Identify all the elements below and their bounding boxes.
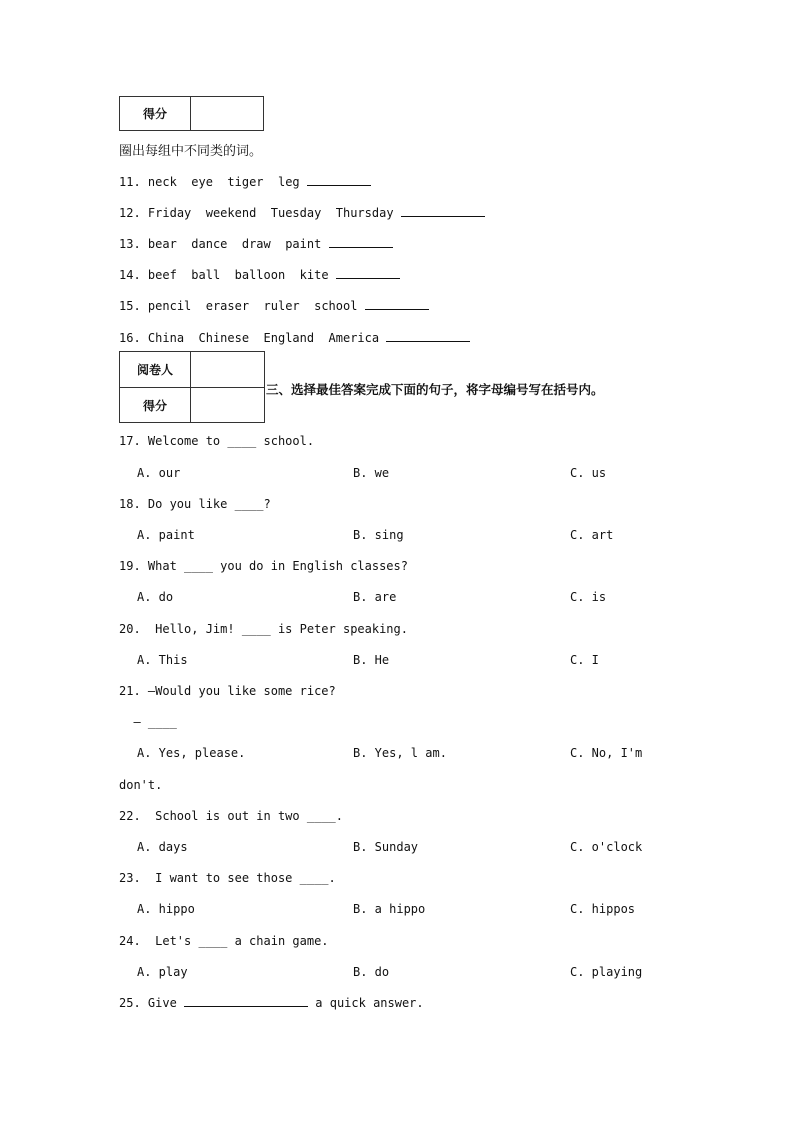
option-a[interactable]: A. paint <box>137 528 195 542</box>
score-entry-cell[interactable] <box>191 388 264 423</box>
question-13 <box>119 236 393 252</box>
word-group: neck eye tiger leg <box>147 175 300 189</box>
question-number: 16. <box>119 331 141 345</box>
word-group: beef ball balloon kite <box>147 268 329 282</box>
option-b[interactable]: B. Yes, l am. <box>353 746 447 760</box>
question-14 <box>119 267 400 283</box>
question-15 <box>119 298 429 314</box>
option-c[interactable]: C. o'clock <box>570 840 643 854</box>
option-b[interactable]: B. a hippo <box>353 902 426 916</box>
option-a[interactable]: A. This <box>137 653 188 667</box>
option-b[interactable]: B. sing <box>353 528 404 542</box>
option-a[interactable]: A. hippo <box>137 902 195 916</box>
question-25 <box>119 995 424 1011</box>
option-c-continued: don't. <box>119 778 163 792</box>
answer-blank[interactable] <box>307 174 371 186</box>
option-c[interactable]: C. I <box>570 653 599 667</box>
answer-blank[interactable] <box>336 267 400 279</box>
question-number: 13. <box>119 237 141 251</box>
option-a[interactable]: A. do <box>137 590 174 604</box>
option-a[interactable]: A. days <box>137 840 188 854</box>
option-b[interactable]: B. do <box>353 965 390 979</box>
option-c[interactable]: C. No, I'm <box>570 746 643 760</box>
question-23-stem: 23. I want to see those ____. <box>119 871 336 885</box>
question-19-stem: 19. What ____ you do in English classes? <box>119 559 408 573</box>
grader-entry-cell[interactable] <box>191 352 264 387</box>
option-a[interactable]: A. our <box>137 466 181 480</box>
grader-box <box>119 351 265 423</box>
answer-blank[interactable] <box>401 205 485 217</box>
word-group: Friday weekend Tuesday Thursday <box>147 206 394 220</box>
option-a[interactable]: A. play <box>137 965 188 979</box>
word-group: bear dance draw paint <box>147 237 322 251</box>
section-title: 三、选择最佳答案完成下面的句子，将字母编号写在括号内。 <box>266 382 604 397</box>
option-c[interactable]: C. art <box>570 528 614 542</box>
answer-blank[interactable] <box>386 330 470 342</box>
score-label: 得分 <box>120 388 191 423</box>
option-c[interactable]: C. is <box>570 590 607 604</box>
answer-blank[interactable] <box>329 236 393 248</box>
option-b[interactable]: B. Sunday <box>353 840 419 854</box>
question-25-suffix: a quick answer. <box>315 996 424 1010</box>
question-18-stem: 18. Do you like ____? <box>119 497 271 511</box>
option-b[interactable]: B. are <box>353 590 397 604</box>
grader-label: 阅卷人 <box>120 352 191 387</box>
word-group: pencil eraser ruler school <box>147 299 358 313</box>
answer-blank[interactable] <box>184 995 308 1007</box>
option-c[interactable]: C. playing <box>570 965 643 979</box>
option-b[interactable]: B. we <box>353 466 390 480</box>
score-box <box>119 96 264 131</box>
question-21-stem: 21. —Would you like some rice? <box>119 684 336 698</box>
question-20-stem: 20. Hello, Jim! ____ is Peter speaking. <box>119 622 408 636</box>
question-number: 12. <box>119 206 141 220</box>
option-c[interactable]: C. hippos <box>570 902 636 916</box>
option-c[interactable]: C. us <box>570 466 607 480</box>
question-17-stem: 17. Welcome to ____ school. <box>119 434 315 448</box>
question-number: 11. <box>119 175 141 189</box>
question-22-stem: 22. School is out in two ____. <box>119 809 343 823</box>
section-instruction: 圈出每组中不同类的词。 <box>119 144 263 159</box>
score-label: 得分 <box>120 97 191 130</box>
question-11 <box>119 174 371 190</box>
grader-row <box>120 352 264 387</box>
option-a[interactable]: A. Yes, please. <box>137 746 246 760</box>
question-24-stem: 24. Let's ____ a chain game. <box>119 934 329 948</box>
answer-blank[interactable] <box>365 298 429 310</box>
question-number: 14. <box>119 268 141 282</box>
score-entry-cell[interactable] <box>191 97 263 130</box>
word-group: China Chinese England America <box>147 331 380 345</box>
question-21-reply: — ____ <box>119 715 177 729</box>
question-16 <box>119 330 470 346</box>
question-25-prefix: 25. Give <box>119 996 177 1010</box>
option-b[interactable]: B. He <box>353 653 390 667</box>
question-number: 15. <box>119 299 141 313</box>
score-row <box>120 387 264 423</box>
question-12 <box>119 205 485 221</box>
